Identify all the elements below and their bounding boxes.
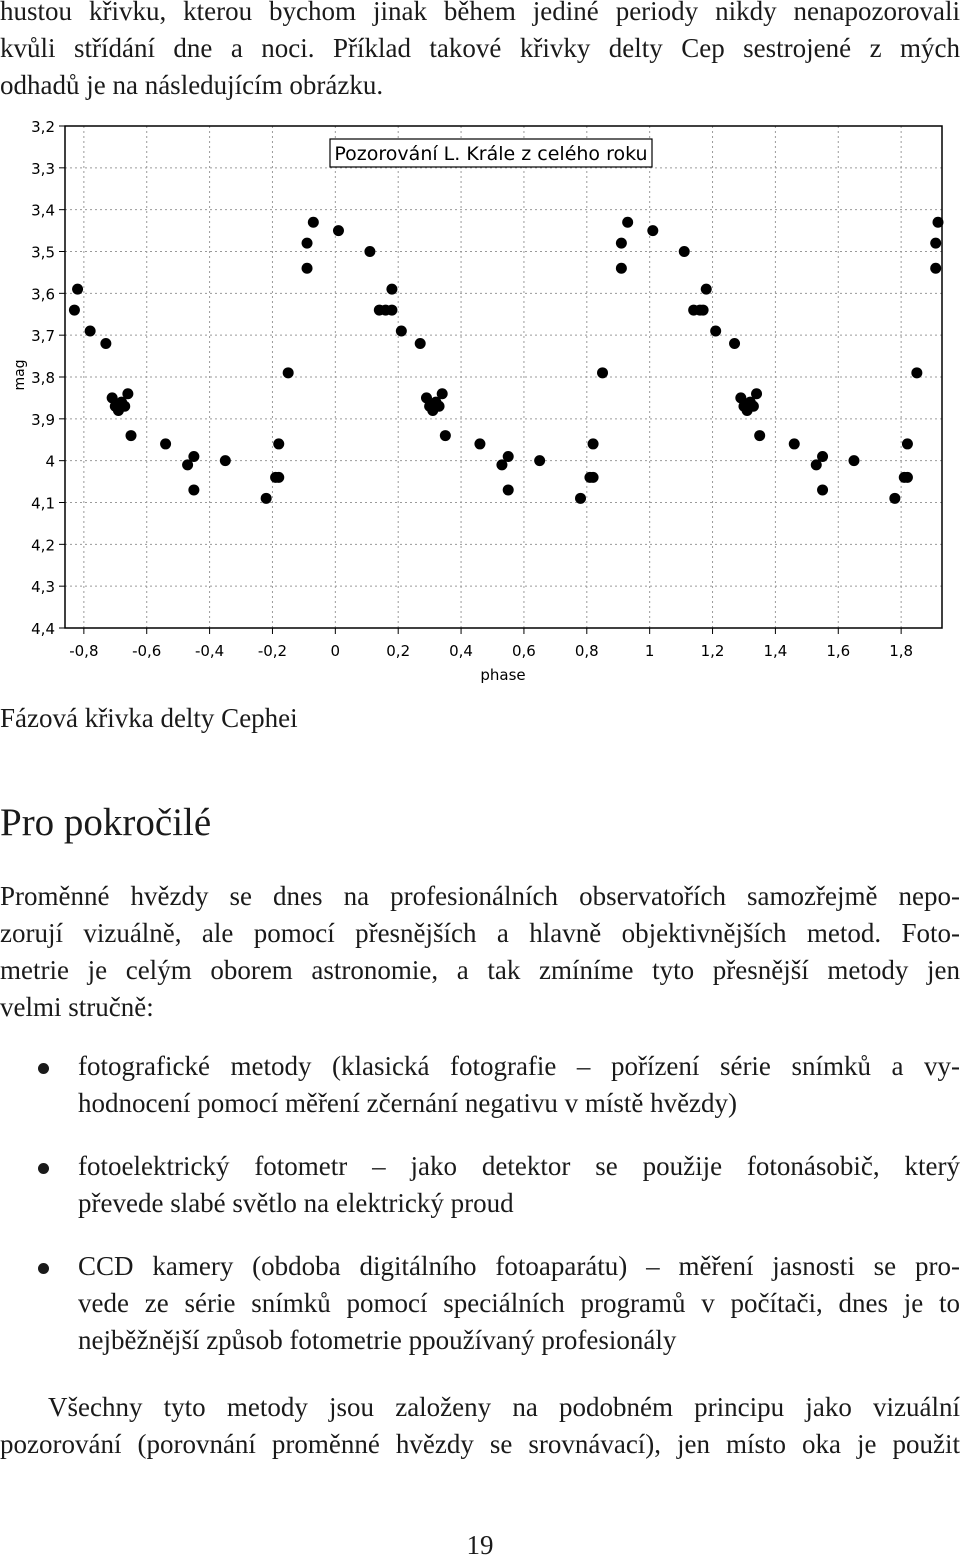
bullet-icon: [38, 1263, 49, 1274]
list-item-line: fotografické metody (klasická fotografie – pořízení série snímků a vy-: [78, 1051, 960, 1081]
intro-line: kvůli střídání dne a noci. Příklad takové křivky delty Cep sestrojené z mých: [0, 33, 960, 63]
y-axis-ticks: [31, 118, 65, 638]
bullet-icon: [38, 1163, 49, 1174]
data-point: [933, 217, 944, 228]
data-point: [751, 388, 762, 399]
data-point: [474, 438, 485, 449]
closing-line: Všechny tyto metody jsou založeny na podobném principu jako vizuální: [48, 1392, 960, 1422]
data-point: [848, 455, 859, 466]
y-tick-label: 3,3: [31, 159, 55, 178]
x-tick-label: 1,6: [826, 642, 851, 660]
x-tick-label: -0,2: [257, 642, 288, 660]
x-axis-ticks: [69, 628, 913, 660]
intro-line: hustou křivku, kterou bychom jinak během jediné periody nikdy nenapozorovali: [0, 0, 960, 26]
list-item: [0, 1148, 960, 1222]
y-tick-label: 4,4: [31, 620, 55, 638]
list-item: [0, 1248, 960, 1359]
data-point: [597, 367, 608, 378]
data-point: [69, 305, 80, 316]
data-point: [575, 493, 586, 504]
intro-paragraph: [0, 0, 960, 104]
data-point: [748, 401, 759, 412]
chart-title: Pozorování L. Krále z celého roku: [334, 143, 648, 165]
y-tick-label: 4,2: [31, 536, 55, 555]
data-point: [503, 451, 514, 462]
data-point: [503, 484, 514, 495]
x-tick-label: 1: [644, 642, 655, 660]
data-point: [85, 325, 96, 336]
y-tick-label: 4,1: [31, 494, 55, 513]
phase-curve-chart: [0, 118, 960, 690]
data-point: [302, 238, 313, 249]
body-paragraph: [0, 878, 960, 1026]
y-tick-label: 3,4: [31, 201, 55, 220]
list-item: [0, 1048, 960, 1122]
x-tick-label: -0,4: [194, 642, 225, 660]
data-point: [616, 263, 627, 274]
data-point: [710, 325, 721, 336]
data-point: [754, 430, 765, 441]
y-tick-label: 3,5: [31, 243, 55, 262]
page-number: 19: [466, 1530, 494, 1560]
data-point: [588, 472, 599, 483]
data-point: [817, 484, 828, 495]
data-point: [930, 263, 941, 274]
data-point: [902, 438, 913, 449]
list-item-line: převede slabé světlo na elektrický proud: [78, 1188, 514, 1218]
method-list: [0, 1048, 960, 1385]
data-point: [220, 455, 231, 466]
data-point: [701, 284, 712, 295]
data-point: [930, 238, 941, 249]
data-point: [616, 238, 627, 249]
x-tick-label: -0,6: [132, 642, 162, 660]
data-point: [396, 325, 407, 336]
data-point: [902, 472, 913, 483]
data-point: [364, 246, 375, 257]
y-tick-label: 4,3: [31, 578, 55, 597]
chart-svg: [0, 118, 960, 690]
y-tick-label: 3,9: [31, 410, 55, 429]
y-tick-label: 3,8: [31, 369, 55, 387]
data-point: [261, 493, 272, 504]
y-tick-label: 3,6: [31, 285, 55, 304]
data-point: [119, 401, 130, 412]
data-point: [534, 455, 545, 466]
data-point: [160, 438, 171, 449]
data-point: [72, 284, 83, 295]
closing-line: pozorování (porovnání proměnné hvězdy se srovnávací), jen místo oka je použit: [0, 1429, 960, 1459]
list-item-line: CCD kamery (obdoba digitálního fotoaparátu) – měření jasnosti se pro-: [78, 1251, 960, 1281]
data-point: [308, 217, 319, 228]
data-point: [588, 438, 599, 449]
body-line: velmi stručně:: [0, 992, 154, 1022]
data-point: [437, 388, 448, 399]
data-point: [100, 338, 111, 349]
y-tick-label: 3,2: [31, 118, 55, 136]
x-tick-label: 0,2: [386, 642, 411, 660]
data-point: [188, 484, 199, 495]
closing-paragraph: [0, 1389, 960, 1463]
body-line: Proměnné hvězdy se dnes na profesionálních observatořích samozřejmě nepo-: [0, 881, 960, 911]
data-point: [273, 438, 284, 449]
data-point: [283, 367, 294, 378]
chart-grid: [65, 126, 942, 628]
x-axis-label: phase: [480, 666, 526, 684]
data-point: [333, 225, 344, 236]
data-point: [647, 225, 658, 236]
data-point: [698, 305, 709, 316]
data-point: [817, 451, 828, 462]
y-tick-label: 3,7: [31, 327, 55, 346]
data-point: [622, 217, 633, 228]
list-item-line: vede ze série snímků pomocí speciálních programů v počítači, dnes je to: [78, 1288, 960, 1318]
data-point: [434, 401, 445, 412]
x-tick-label: 0,8: [574, 642, 599, 660]
intro-line: odhadů je na následujícím obrázku.: [0, 70, 384, 100]
y-axis-label: mag: [12, 359, 28, 391]
data-point: [386, 305, 397, 316]
x-tick-label: 1,8: [889, 642, 914, 660]
data-point: [273, 472, 284, 483]
data-point: [889, 493, 900, 504]
x-tick-label: 1,4: [763, 642, 788, 660]
data-point: [386, 284, 397, 295]
data-point: [188, 451, 199, 462]
body-line: metrie je celým oborem astronomie, a tak zmíníme tyto přesnější metody jen: [0, 955, 960, 985]
y-tick-label: 4: [45, 452, 55, 471]
data-point: [302, 263, 313, 274]
x-tick-label: -0,8: [69, 642, 99, 660]
data-point: [126, 430, 137, 441]
data-point: [415, 338, 426, 349]
figure-caption: Fázová křivka delty Cephei: [0, 703, 298, 733]
body-line: zorují vizuálně, ale pomocí přesnějších a hlavně objektivnějších metod. Foto-: [0, 918, 960, 948]
bullet-icon: [38, 1063, 49, 1074]
x-tick-label: 1,2: [700, 642, 725, 660]
data-point: [789, 438, 800, 449]
data-point: [122, 388, 133, 399]
list-item-line: hodnocení pomocí měření zčernání negativu v místě hvězdy): [78, 1088, 738, 1118]
x-tick-label: 0,6: [512, 642, 536, 660]
section-heading: Pro pokročilé: [0, 801, 212, 844]
data-point: [440, 430, 451, 441]
x-tick-label: 0: [330, 642, 341, 660]
x-tick-label: 0,4: [449, 642, 473, 660]
data-point: [911, 367, 922, 378]
data-point: [729, 338, 740, 349]
data-point: [679, 246, 690, 257]
list-item-line: fotoelektrický fotometr – jako detektor se použije fotonásobič, který: [78, 1151, 960, 1181]
list-item-line: nejběžnější způsob fotometrie ppoužívaný profesionály: [78, 1325, 677, 1355]
